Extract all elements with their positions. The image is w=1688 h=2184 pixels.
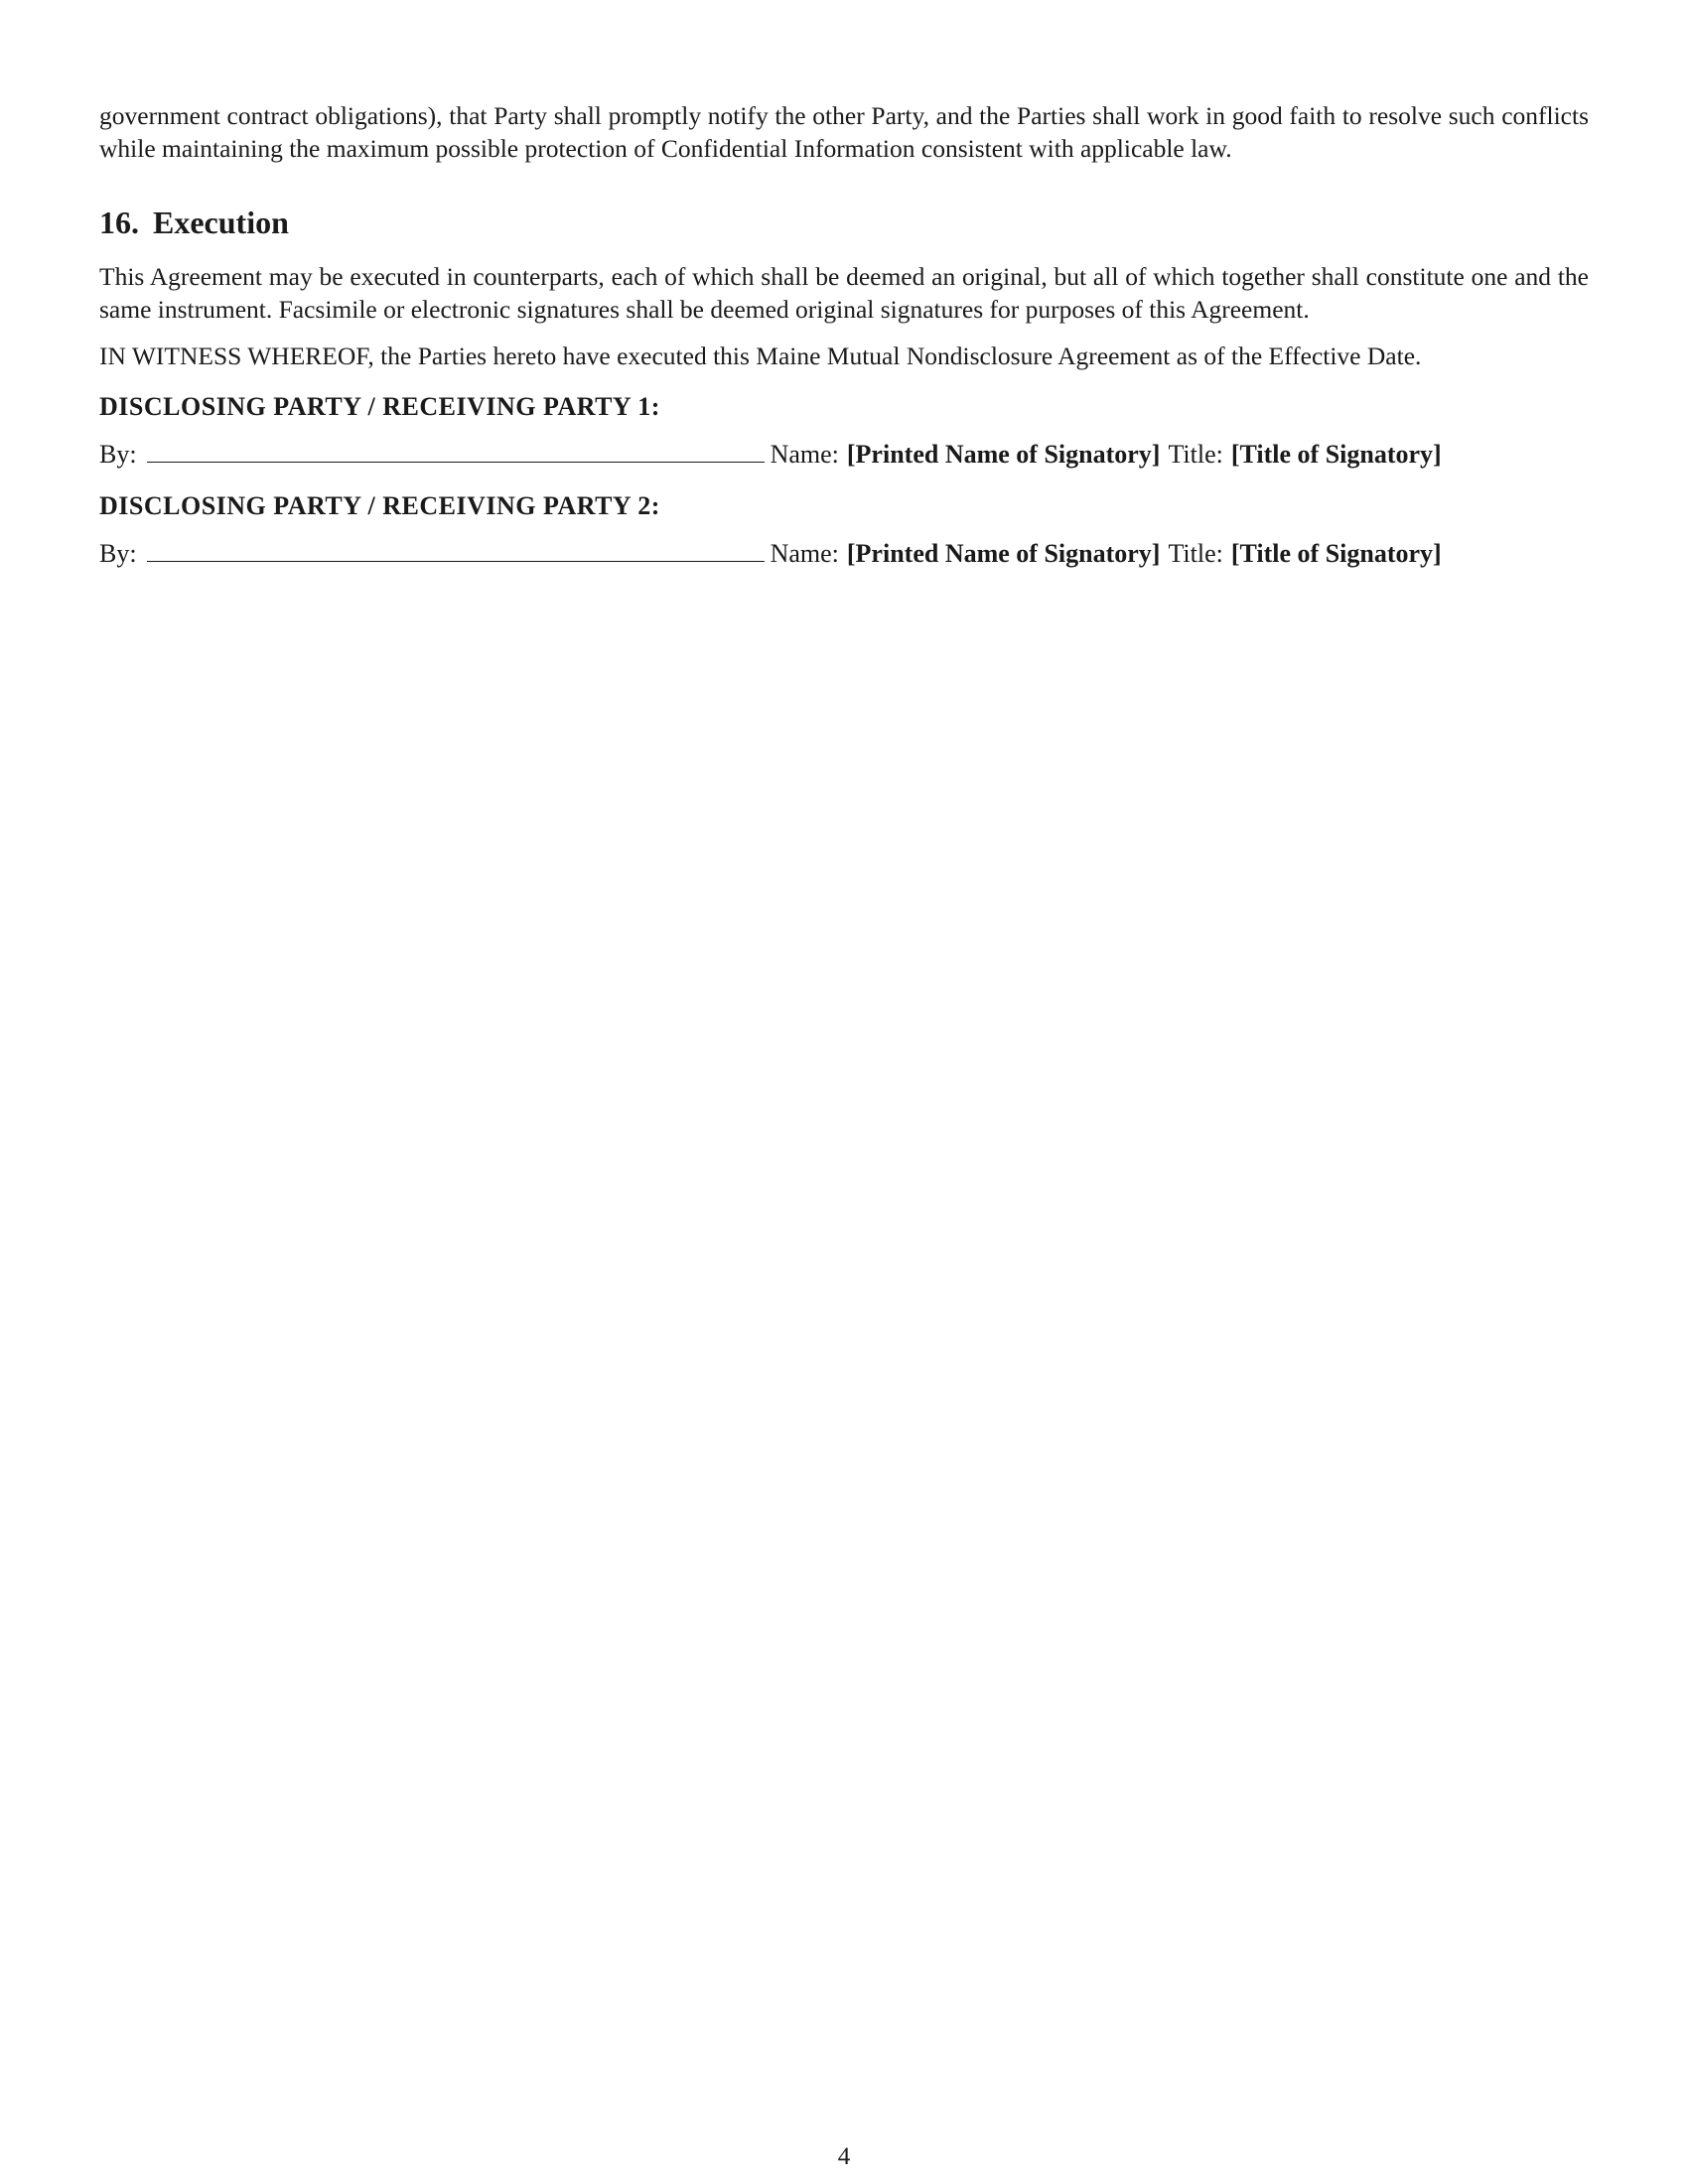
party-2-title-placeholder: [Title of Signatory] — [1230, 539, 1442, 568]
section-number: 16. — [99, 205, 139, 240]
party-1-title-placeholder: [Title of Signatory] — [1230, 440, 1442, 469]
title-label: Title: — [1168, 440, 1223, 469]
party-1-signature-field[interactable] — [147, 442, 765, 463]
execution-paragraph-counterparts: This Agreement may be executed in counterparts, each of which shall be deemed an original, but all of which together shall constitute one and the same instrument. Facsimile or electronic signatures shall be deemed original signatures for purposes of this Agreement. — [99, 262, 1589, 324]
party-1-name-placeholder: [Printed Name of Signatory] — [846, 440, 1161, 469]
party-1-heading: DISCLOSING PARTY / RECEIVING PARTY 1: — [99, 392, 660, 421]
name-label: Name: — [770, 440, 839, 469]
page-number: 4 — [837, 2143, 851, 2170]
party-2-signature-field[interactable] — [147, 541, 765, 562]
section-heading-execution — [99, 203, 1589, 242]
signature-block-party-1 — [99, 390, 1589, 472]
title-label: Title: — [1168, 539, 1223, 568]
party-2-name-placeholder: [Printed Name of Signatory] — [846, 539, 1161, 568]
signature-block-party-2 — [99, 489, 1589, 571]
continuation-paragraph: government contract obligations), that Party shall promptly notify the other Party, and the Parties shall work in good faith to resolve such conflicts while maintaining the maximum possible protection of Confidential Information consistent with applicable law. — [99, 101, 1589, 163]
by-label: By: — [99, 440, 137, 469]
party-2-signature-line — [99, 537, 1589, 571]
name-label: Name: — [770, 539, 839, 568]
by-label: By: — [99, 539, 137, 568]
section-title: Execution — [153, 205, 289, 240]
party-1-signature-line — [99, 438, 1589, 472]
party-2-heading: DISCLOSING PARTY / RECEIVING PARTY 2: — [99, 491, 660, 520]
execution-paragraph-witness: IN WITNESS WHEREOF, the Parties hereto have executed this Maine Mutual Nondisclosure Agreement as of the Effective Date. — [99, 341, 1422, 370]
document-page — [99, 99, 1589, 571]
